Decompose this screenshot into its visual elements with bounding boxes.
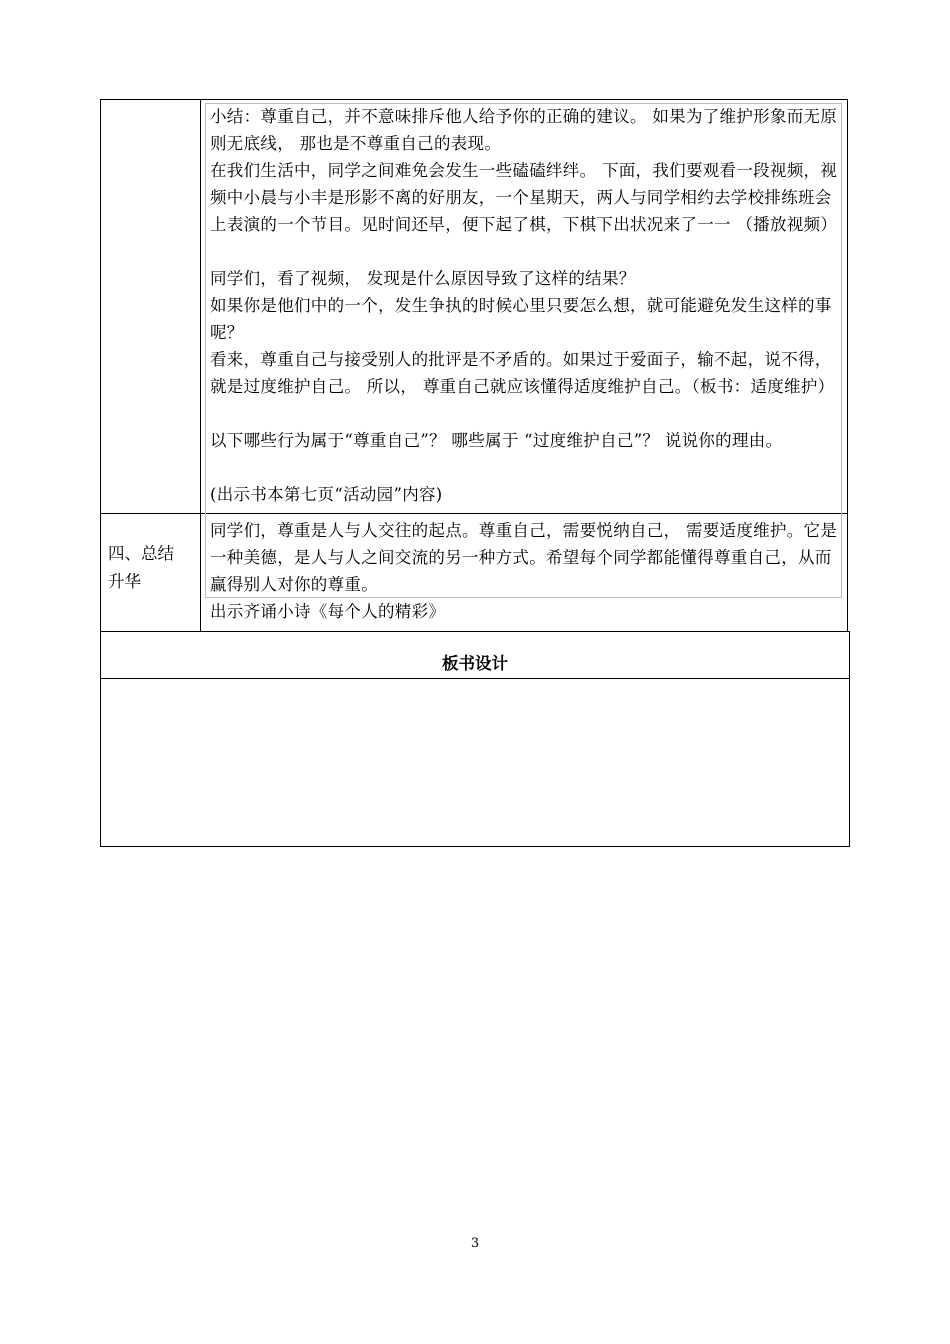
summary-label-line1: 四、总结 [108,544,174,563]
row-divider-summary [100,513,848,514]
row-divider-board-top [100,631,850,632]
inner-frame-left [205,103,206,598]
page-number: 3 [470,1236,480,1251]
process-paragraph: 以下哪些行为属于“尊重自己”？ 哪些属于 “过度维护自己”？ 说说你的理由。 [210,431,783,450]
board-design-title: 板书设计 [442,654,508,673]
summary-label-line2: 升华 [108,572,141,591]
process-paragraph: 小结：尊重自己，并不意味排斥他人给予你的正确的建议。 如果为了维护形象而无原则无底线， 那也是不尊重自己的表现。 [210,107,838,153]
column-divider [200,99,201,631]
summary-paragraph: 同学们，尊重是人与人交往的起点。尊重自己，需要悦纳自己， 需要适度维护。它是一种美德，是人与人之间交流的另一种方式。希望每个同学都能懂得尊重自己，从而赢得别人对你的尊重。 [210,521,838,594]
table-right-border [847,99,848,631]
process-paragraph: 看来，尊重自己与接受别人的批评是不矛盾的。如果过于爱面子，输不起，说不得，就是过度维护自己。 所以， 尊重自己就应该懂得适度维护自己。（板书：适度维护） [210,350,835,396]
process-paragraph: (出示书本第七页“活动园”内容) [210,485,443,504]
process-paragraph: 在我们生活中，同学之间难免会发生一些磕磕绊绊。 下面，我们要观看一段视频，视频中小晨与小丰是形影不离的好朋友，一个星期天，两人与同学相约去学校排练班会上表演的一个节目。见时间还早，便下起了棋，下棋下出状况来了一一 （播放视频） [210,161,838,234]
summary-poem-line: 出示齐诵小诗《每个人的精彩》 [210,602,446,621]
table-bottom-border [100,846,850,847]
process-paragraph: 同学们，看了视频， 发现是什么原因导致了这样的结果？ [210,269,636,288]
board-design-area [101,679,849,846]
table-top-border [100,99,848,100]
process-paragraph: 如果你是他们中的一个，发生争执的时候心里只要怎么想，就可能避免发生这样的事呢？ [210,296,832,342]
